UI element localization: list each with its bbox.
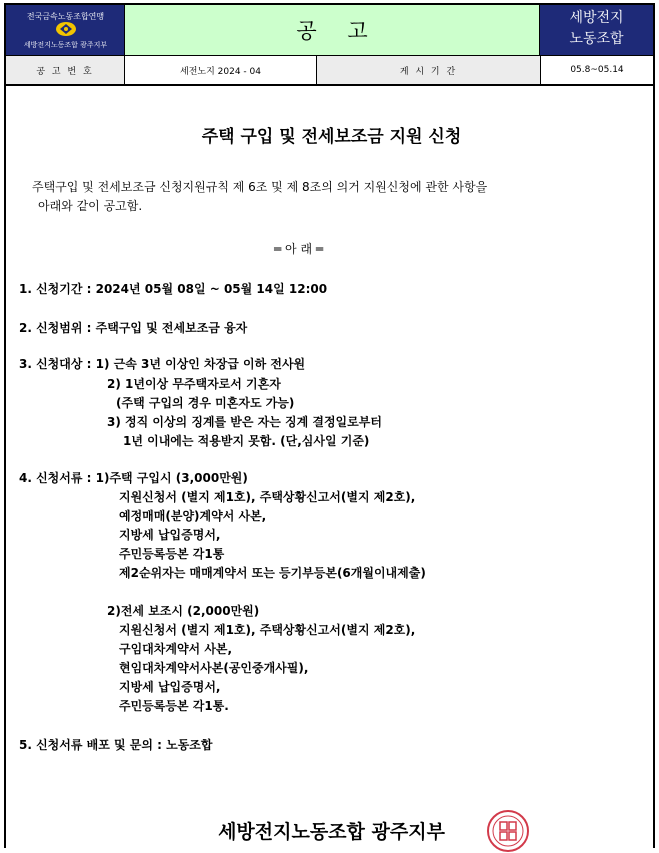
notice-title: 공 고 bbox=[125, 5, 540, 55]
item-5-contact: 5. 신청서류 배포 및 문의 : 노동조합 bbox=[19, 738, 213, 752]
item-4-a-line-1: 지원신청서 (별지 제1호), 주택상황신고서(별지 제2호), bbox=[119, 490, 416, 504]
item-4-b-line-3: 현임대차계약서사본(공인중개사필), bbox=[119, 661, 309, 675]
document-title: 주택 구입 및 전세보조금 지원 신청 bbox=[201, 127, 462, 147]
signature-org-name: 세방전지노동조합 광주지부 bbox=[218, 821, 445, 843]
item-4-a-line-5: 제2순위자는 매매계약서 또는 등기부등본(6개월이내제출) bbox=[119, 566, 426, 580]
item-1-period: 1. 신청기간 : 2024년 05월 08일 ~ 05월 14일 12:00 bbox=[19, 282, 328, 296]
item-3-line-4: 3) 정직 이상의 징계를 받은 자는 징계 결정일로부터 bbox=[107, 415, 382, 429]
union-name-line1: 세방전지 bbox=[569, 10, 624, 26]
notice-document bbox=[4, 3, 655, 848]
posting-period-label: 게 시 기 간 bbox=[317, 56, 541, 84]
posting-period-value: 05.8~05.14 bbox=[570, 65, 624, 75]
item-2-scope: 2. 신청범위 : 주택구입 및 전세보조금 융자 bbox=[19, 321, 248, 335]
notice-number-value: 세전노지 2024 - 04 bbox=[125, 56, 317, 84]
logo-bottom-text: 세방전지노동조합 광주지부 bbox=[23, 41, 108, 49]
intro-line-2: 아래와 같이 공고함. bbox=[38, 199, 143, 213]
item-4-b-heading: 2)전세 보조시 (2,000만원) bbox=[107, 604, 260, 618]
union-name-line2: 노동조합 bbox=[569, 31, 624, 47]
official-seal-icon bbox=[486, 809, 530, 853]
union-logo bbox=[6, 5, 125, 55]
item-3-line-2: 2) 1년이상 무주택자로서 기혼자 bbox=[107, 377, 281, 391]
intro-line-1: 주택구입 및 전세보조금 신청지원규칙 제 6조 및 제 8조의 의거 지원신청에 관한 사항을 bbox=[32, 180, 488, 194]
item-3-line-5: 1년 이내에는 적용받지 못함. (단,심사일 기준) bbox=[123, 434, 370, 448]
union-name-badge bbox=[540, 5, 653, 55]
item-4-b-line-4: 지방세 납입증명서, bbox=[119, 680, 221, 694]
below-heading: ═ 아 래 ═ bbox=[274, 242, 324, 256]
item-4-a-line-4: 주민등록등본 각1통 bbox=[119, 547, 225, 561]
item-3-heading: 3. 신청대상 : 1) 근속 3년 이상인 차장급 이하 전사원 bbox=[19, 357, 306, 371]
item-4-b-line-1: 지원신청서 (별지 제1호), 주택상황신고서(별지 제2호), bbox=[119, 623, 416, 637]
item-4-b-line-2: 구임대차계약서 사본, bbox=[119, 642, 233, 656]
item-3-line-3: (주택 구입의 경우 미혼자도 가능) bbox=[116, 396, 295, 410]
logo-top-text: 전국금속노동조합연맹 bbox=[26, 12, 105, 21]
item-4-b-line-5: 주민등록등본 각1통. bbox=[119, 699, 229, 713]
header-row bbox=[6, 5, 653, 55]
meta-row bbox=[6, 55, 653, 86]
item-4-a-line-2: 예정매매(분양)계약서 사본, bbox=[119, 509, 267, 523]
union-emblem-icon bbox=[54, 20, 78, 38]
notice-number-label: 공 고 번 호 bbox=[6, 56, 125, 84]
item-4-a-line-3: 지방세 납입증명서, bbox=[119, 528, 221, 542]
item-4-heading: 4. 신청서류 : 1)주택 구입시 (3,000만원) bbox=[19, 471, 248, 485]
